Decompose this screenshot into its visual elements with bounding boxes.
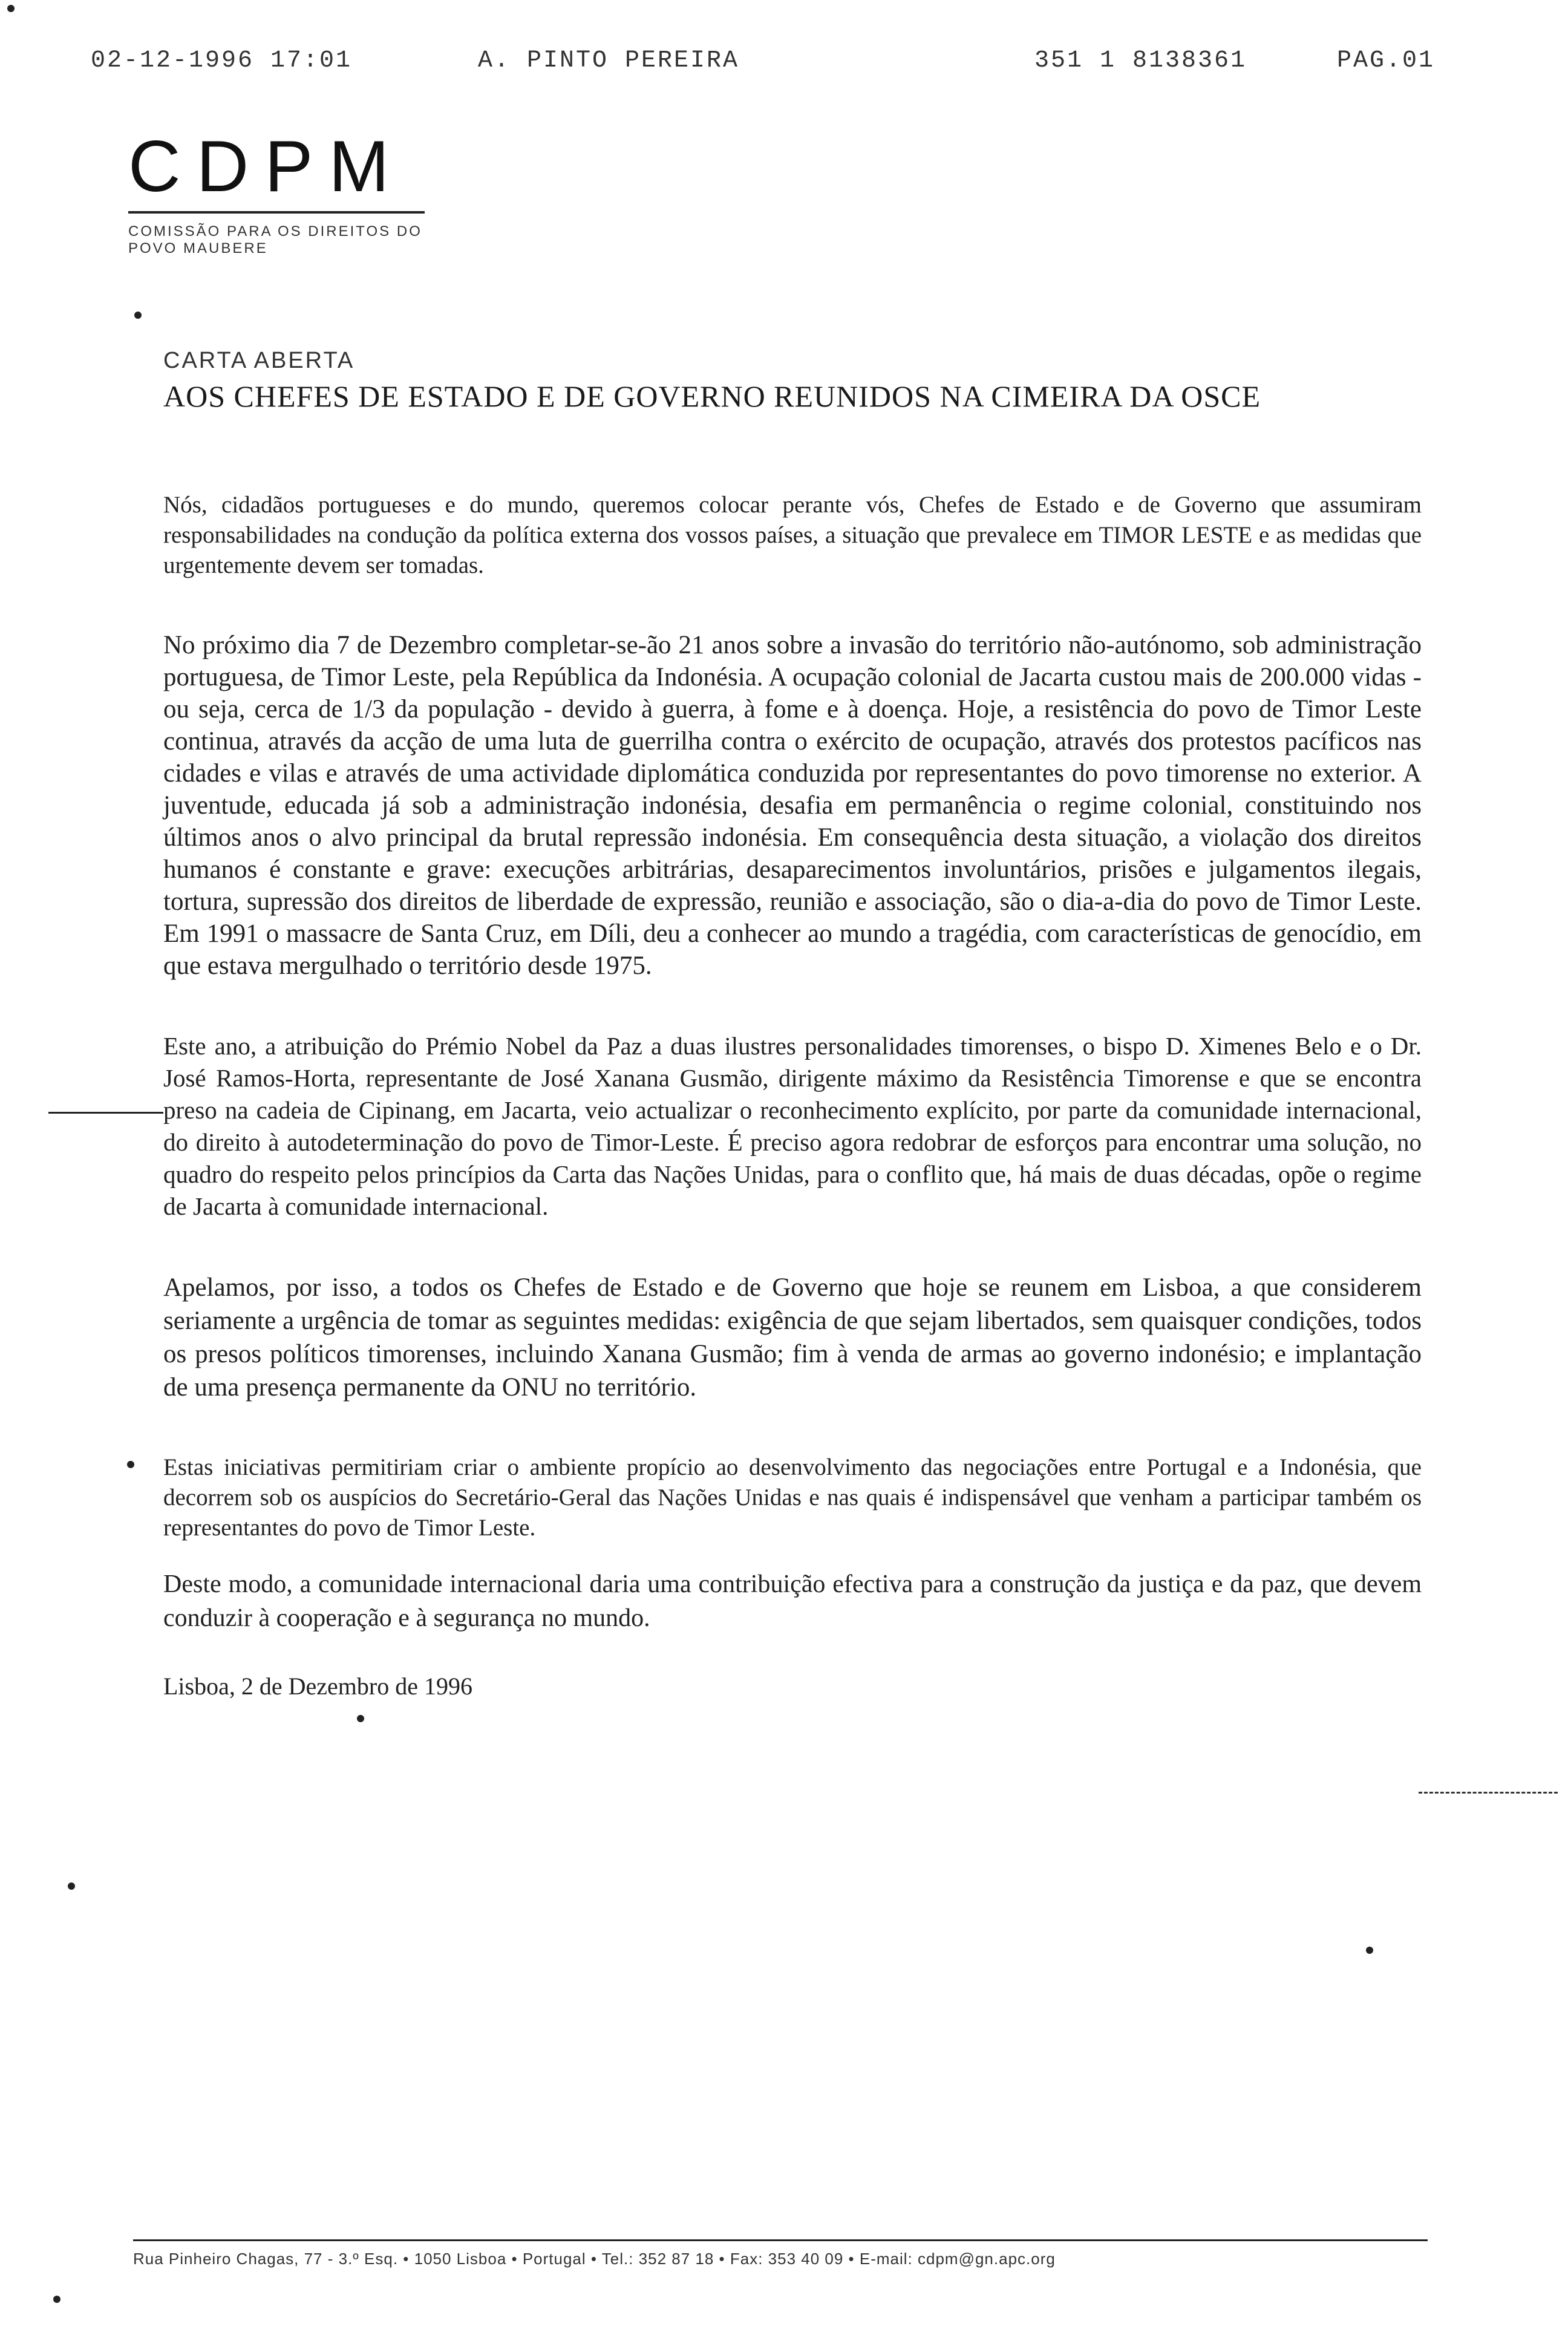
scan-speck xyxy=(53,2296,60,2303)
scan-speck xyxy=(127,1461,134,1468)
paragraph-intro: Nós, cidadãos portugueses e do mundo, queremos colocar perante vós, Chefes de Estado e de Governo que assumiram responsabilidades na condução da política externa dos vossos países, a situação que prevalece em TIMOR LESTE e as medidas que urgentemente devem ser tomadas. xyxy=(163,492,1422,578)
letter-footer xyxy=(133,2239,1428,2268)
fax-header xyxy=(91,47,1440,83)
scan-speck xyxy=(1366,1947,1373,1954)
fax-page-number: PAG.01 xyxy=(1337,47,1436,74)
paragraph-nobel: Este ano, a atribuição do Prémio Nobel da Paz a duas ilustres personalidades timorenses, o bispo D. Ximenes Belo e o Dr. José Ramos-Horta, representante de José Xanana Gusmão, dirigente máximo da Resistência Timorense e que se encontra preso na cadeia de Cipinang, em Jacarta, veio actualizar o reconhecimento explícito, por parte da comunidade internacional, do direito à autodeterminação do povo de Timor-Leste. É preciso agora redobrar de esforços para encontrar uma solução, no quadro do respeito pelos princípios da Carta das Nações Unidas, para o conflito que, há mais de duas décadas, opõe o regime de Jacarta à comunidade internacional. xyxy=(163,1032,1422,1220)
margin-mark-dashed xyxy=(1419,1792,1558,1794)
scan-speck xyxy=(134,312,142,319)
logo-rule xyxy=(128,211,425,214)
heading-kicker: CARTA ABERTA xyxy=(163,348,355,373)
scan-speck xyxy=(357,1715,364,1722)
logo-mark: CDPM xyxy=(128,126,405,207)
paragraph-appeal: Apelamos, por isso, a todos os Chefes de Estado e de Governo que hoje se reunem em Lisboa, a que considerem seriamente a urgência de tomar as seguintes medidas: exigência de que sejam libertados, sem quaisquer condições, todos os presos políticos timorenses, incluindo Xanana Gusmão; fim à venda de armas ao governo indonésio; e implantação de uma presença permanente da ONU no território. xyxy=(163,1273,1422,1402)
paragraph-main: No próximo dia 7 de Dezembro completar-se-ão 21 anos sobre a invasão do território não-autónomo, sob administração portuguesa, de Timor Leste, pela República da Indonésia. A ocupação colonial de Jacarta custou mais de 200.000 vidas - ou seja, cerca de 1/3 da população - devido à guerra, à fome e à doença. Hoje, a resistência do povo de Timor Leste continua, através da acção de uma luta de guerrilha contra o exército de ocupação, através dos protestos pacíficos nas cidades e vilas e através de uma actividade diplomática conduzida por representantes do povo timorense no exterior. A juventude, educada já sob a administração indonésia, desafia em permanência o regime colonial, constituindo nos últimos anos o alvo principal da brutal repressão indonésia. Em consequência desta situação, a violação dos direitos humanos é constante e grave: execuções arbitrárias, desaparecimentos involuntários, prisões e julgamentos ilegais, tortura, supressão dos direitos de liberdade de expressão, reunião e associação, são o dia-a-dia do povo de Timor Leste. Em 1991 o massacre de Santa Cruz, em Díli, deu a conhecer ao mundo a tragédia, com características de genocídio, em que estava mergulhado o território desde 1975. xyxy=(163,631,1422,980)
footer-rule xyxy=(133,2239,1428,2241)
fax-sender: A. PINTO PEREIRA xyxy=(478,47,740,74)
heading-title: AOS CHEFES DE ESTADO E DE GOVERNO REUNIDOS NA CIMEIRA DA OSCE xyxy=(163,379,1261,413)
logo-subtitle: COMISSÃO PARA OS DIREITOS DO POVO MAUBERE xyxy=(128,223,422,256)
fax-date-time: 02-12-1996 17:01 xyxy=(91,47,353,74)
organization-logo xyxy=(128,126,443,257)
fax-phone: 351 1 8138361 xyxy=(1034,47,1247,74)
paragraph-initiatives: Estas iniciativas permitiriam criar o ambiente propício ao desenvolvimento das negociações entre Portugal e a Indonésia, que decorrem sob os auspícios do Secretário-Geral das Nações Unidas e nas quais é indispensável que venham a participar também os representantes do povo de Timor Leste. xyxy=(163,1454,1422,1541)
letter-body xyxy=(163,490,1422,1702)
footer-address: Rua Pinheiro Chagas, 77 - 3.º Esq. • 1050 Lisboa • Portugal • Tel.: 352 87 18 • Fax: 353 40 09 • E-mail: cdpm@gn.apc.org xyxy=(133,2250,1056,2268)
paragraph-closing: Deste modo, a comunidade internacional daria uma contribuição efectiva para a construção da justiça e da paz, que devem conduzir à cooperação e à segurança no mundo. xyxy=(163,1570,1422,1632)
signoff-place-date: Lisboa, 2 de Dezembro de 1996 xyxy=(163,1673,472,1700)
margin-mark-line xyxy=(48,1112,163,1114)
scan-speck xyxy=(68,1882,75,1890)
scan-speck xyxy=(7,5,15,12)
letter-heading xyxy=(163,348,1422,414)
